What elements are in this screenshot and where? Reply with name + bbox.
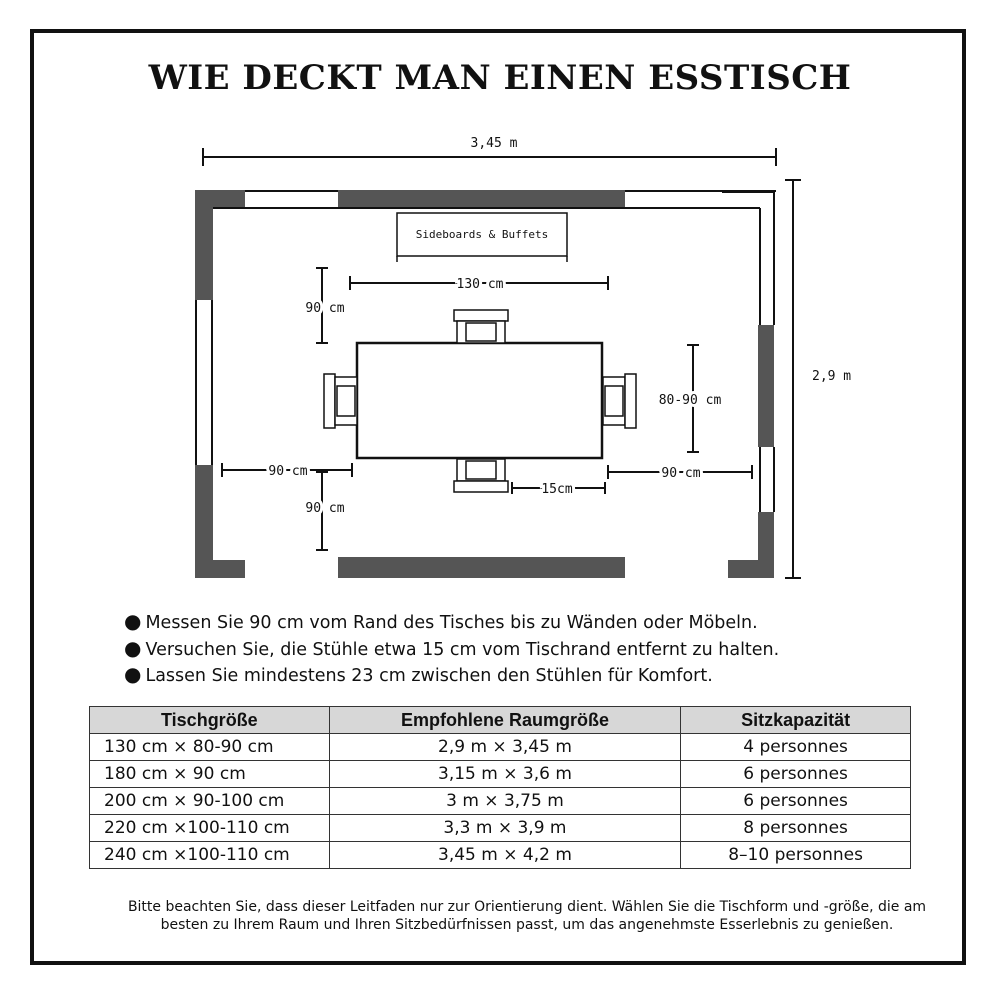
- cell-room-size: 3,15 m × 3,6 m: [329, 761, 680, 788]
- tip-item: ● Lassen Sie mindestens 23 cm zwischen den Stühlen für Komfort.: [124, 662, 713, 686]
- cell-room-size: 3,45 m × 4,2 m: [329, 842, 680, 869]
- cell-capacity: 8–10 personnes: [681, 842, 911, 869]
- chair-left: [324, 374, 357, 428]
- cell-room-size: 3 m × 3,75 m: [329, 788, 680, 815]
- clearance-left-label: 90 cm: [268, 464, 308, 479]
- table-length-label: 130 cm: [456, 277, 504, 292]
- chair-top: [454, 310, 508, 343]
- tips-list: [124, 609, 944, 689]
- table-row: [90, 815, 911, 842]
- cell-room-size: 3,3 m × 3,9 m: [329, 815, 680, 842]
- cell-capacity: 6 personnes: [681, 761, 911, 788]
- page-title: WIE DECKT MAN EINEN ESSTISCH: [148, 58, 852, 98]
- room-width-label: 3,45 m: [470, 136, 518, 151]
- tip-item: ● Versuchen Sie, die Stühle etwa 15 cm vom Tischrand entfernt zu halten.: [124, 635, 780, 660]
- cell-capacity: 6 personnes: [681, 788, 911, 815]
- header-room-size: Empfohlene Raumgröße: [329, 707, 680, 734]
- table-row: [90, 734, 911, 761]
- table-header-row: [90, 707, 911, 734]
- clearance-right-label: 90 cm: [661, 466, 701, 481]
- tip-item: ● Messen Sie 90 cm vom Rand des Tisches bis zu Wänden oder Möbeln.: [124, 609, 758, 633]
- cell-room-size: 2,9 m × 3,45 m: [329, 734, 680, 761]
- cell-capacity: 8 personnes: [681, 815, 911, 842]
- chair-bottom: [454, 459, 508, 492]
- table-row: [90, 761, 911, 788]
- header-table-size: Tischgröße: [90, 707, 330, 734]
- sideboard-label: Sideboards & Buffets: [415, 228, 549, 241]
- clearance-bottom-label: 90 cm: [305, 501, 345, 516]
- table-width-label: 80-90 cm: [658, 393, 722, 408]
- chair-gap-label: 15cm: [541, 482, 573, 497]
- clearance-top-label: 90 cm: [305, 301, 345, 316]
- header-capacity: Sitzkapazität: [681, 707, 911, 734]
- dining-table: [357, 343, 602, 458]
- disclaimer-note: Bitte beachten Sie, dass dieser Leitfaden nur zur Orientierung dient. Wählen Sie die Tischform und -größe, die am besten zu Ihrem Raum und Ihren Sitzbedürfnissen passt, um das angenehmste Esserlebnis zu genießen.: [127, 899, 927, 933]
- cell-table-size: 180 cm × 90 cm: [90, 761, 330, 788]
- table-row: [90, 842, 911, 869]
- cell-capacity: 4 personnes: [681, 734, 911, 761]
- room-depth-label: 2,9 m: [812, 369, 852, 384]
- size-table: [89, 706, 911, 869]
- bullet-icon: ●: [124, 662, 142, 686]
- bullet-icon: ●: [124, 635, 142, 660]
- cell-table-size: 200 cm × 90-100 cm: [90, 788, 330, 815]
- bullet-icon: ●: [124, 609, 142, 633]
- room-depth-dimension: [785, 180, 801, 578]
- cell-table-size: 240 cm ×100-110 cm: [90, 842, 330, 869]
- cell-table-size: 130 cm × 80-90 cm: [90, 734, 330, 761]
- cell-table-size: 220 cm ×100-110 cm: [90, 815, 330, 842]
- chair-right: [603, 374, 636, 428]
- table-row: [90, 788, 911, 815]
